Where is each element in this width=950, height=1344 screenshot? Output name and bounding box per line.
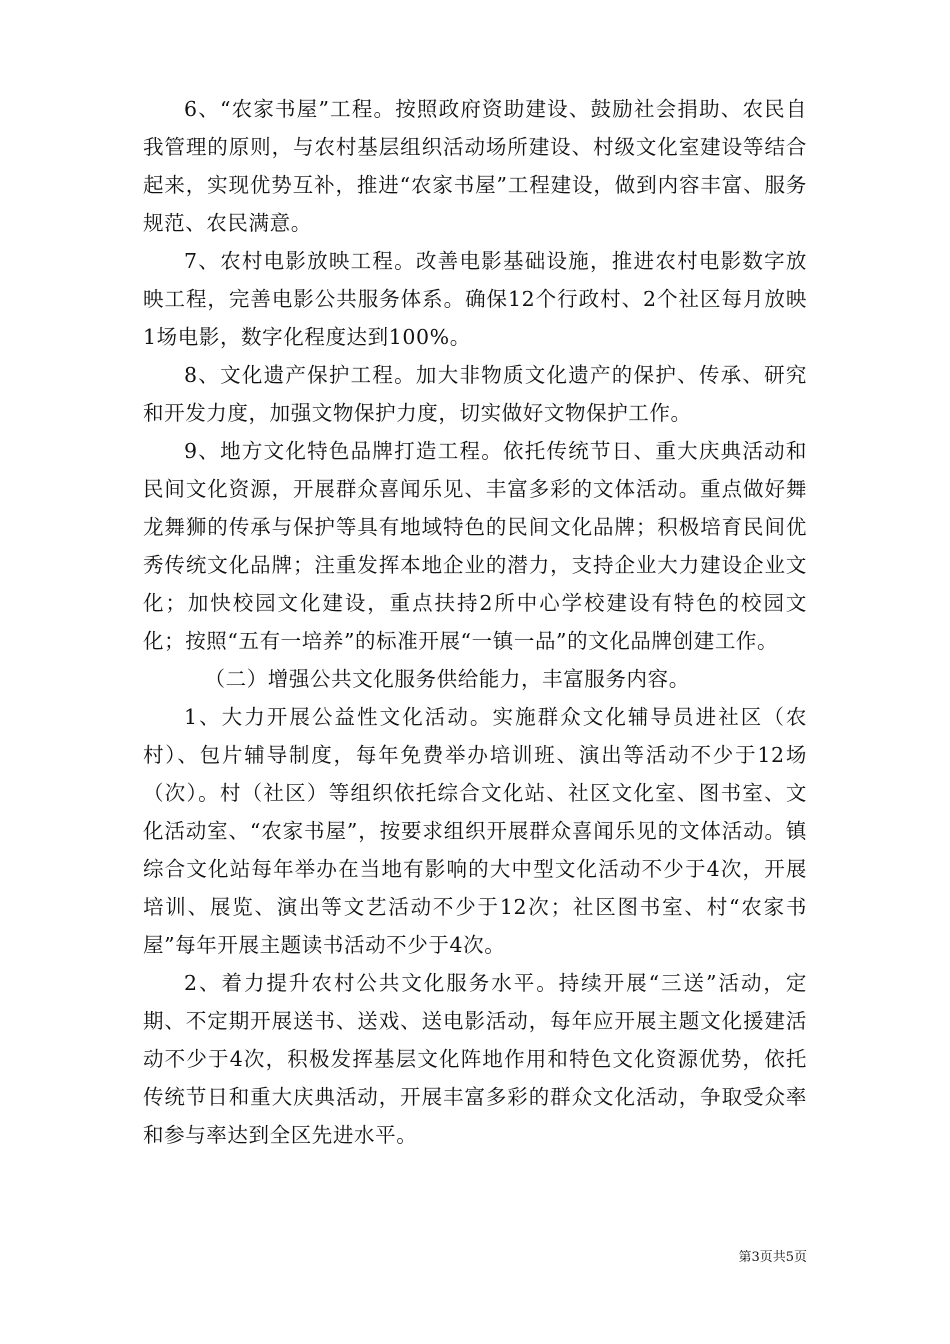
paragraph-rural-public-service: 2、着力提升农村公共文化服务水平。持续开展“三送”活动，定期、不定期开展送书、送戏、送电影活动，每年应开展主题文化援建活动不少于4次，积极发挥基层文化阵地作用和特色文化资源优势，依托传统节日和重大庆典活动，开展丰富多彩的群众文化活动，争取受众率和参与率达到全区先进水平。	[143, 971, 807, 1147]
paragraph-rural-film: 7、农村电影放映工程。改善电影基础设施，推进农村电影数字放映工程，完善电影公共服务体系。确保12个行政村、2个社区每月放映1场电影，数字化程度达到100%。	[143, 249, 807, 349]
section-subheading: （二）增强公共文化服务供给能力，丰富服务内容。	[204, 667, 690, 691]
paragraph-public-welfare-activities: 1、大力开展公益性文化活动。实施群众文化辅导员进社区（农村）、包片辅导制度，每年免费举办培训班、演出等活动不少于12场（次）。村（社区）等组织依托综合文化站、社区文化室、图书室、文化活动室、“农家书屋”，按要求组织开展群众喜闻乐见的文体活动。镇综合文化站每年举办在当地有影响的大中型文化活动不少于4次，开展培训、展览、演出等文艺活动不少于12次；社区图书室、村“农家书屋”每年开展主题读书活动不少于4次。	[143, 705, 807, 957]
paragraph-cultural-heritage: 8、文化遗产保护工程。加大非物质文化遗产的保护、传承、研究和开发力度，加强文物保护力度，切实做好文物保护工作。	[143, 363, 807, 425]
paragraph-farmhouse-library: 6、“农家书屋”工程。按照政府资助建设、鼓励社会捐助、农民自我管理的原则，与农村基层组织活动场所建设、村级文化室建设等结合起来，实现优势互补，推进“农家书屋”工程建设，做到内容丰富、服务规范、农民满意。	[143, 97, 807, 235]
paragraph-cultural-brand: 9、地方文化特色品牌打造工程。依托传统节日、重大庆典活动和民间文化资源，开展群众喜闻乐见、丰富多彩的文体活动。重点做好舞龙舞狮的传承与保护等具有地域特色的民间文化品牌；积极培育民间优秀传统文化品牌；注重发挥本地企业的潜力，支持企业大力建设企业文化；加快校园文化建设，重点扶持2所中心学校建设有特色的校园文化；按照“五有一培养”的标准开展“一镇一品”的文化品牌创建工作。	[143, 439, 807, 653]
page-number: 第3页共5页	[738, 1250, 807, 1265]
document-body	[143, 90, 807, 1154]
